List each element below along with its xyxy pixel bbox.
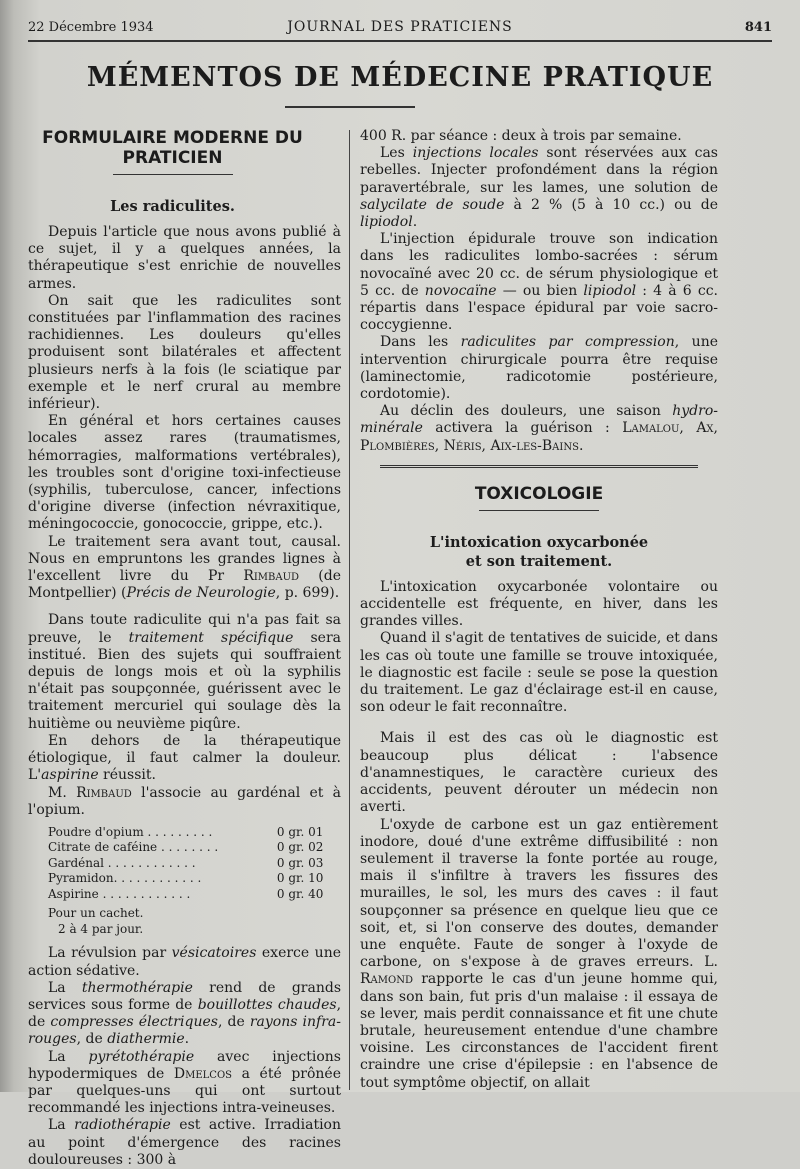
prescription-table (48, 825, 341, 903)
page-number: 841 (744, 20, 772, 35)
left-column (0, 128, 345, 1169)
section-rule (113, 174, 233, 175)
prescription-note: Pour un cachet. (48, 906, 144, 921)
prescription-row: Gardénal . . . . . . . . . . . . 0 gr. 03 (48, 855, 324, 870)
prescription-note: 2 à 4 par jour. (58, 921, 144, 936)
article-subtitle-line1: L'intoxication oxycarbonée (429, 533, 649, 551)
paragraph: Au déclin des douleurs, une saison hydro-minérale activera la guérison : Lamalou, Ax, Plombières, Néris, Aix-les-Bains. (360, 403, 719, 454)
paragraph: Les injections locales sont réservées aux cas rebelles. Injecter profondément dans la région paravertébrale, sur les lames, une solution de salycilate de soude à 2 % (5 à 10 cc.) ou de lipiodol. (360, 145, 718, 231)
right-column (360, 128, 800, 1092)
prescription-row: Citrate de caféine . . . . . . . . 0 gr. 02 (48, 840, 324, 855)
paragraph: En dehors de la thérapeutique étiologique, il faut calmer la douleur. L'aspirine réussit. (28, 732, 341, 784)
paragraph: La révulsion par vésicatoires exerce une action sédative. (28, 945, 341, 979)
paragraph: L'intoxication oxycarbonée volontaire ou accidentelle est fréquente, en hiver, dans les grandes villes. (360, 578, 718, 630)
paragraph: Mais il est des cas où le diagnostic est beaucoup plus délicat : l'absence d'anamnestiques, le caractère curieux des accidents, peuvent dérouter un médecin non averti. (360, 730, 718, 816)
section-title-toxicologie: TOXICOLOGIE (474, 483, 604, 504)
main-title: MÉMENTOS DE MÉDECINE PRATIQUE (86, 62, 714, 93)
prescription-row: Aspirine . . . . . . . . . . . . 0 gr. 40 (48, 886, 324, 901)
article-subtitle-radiculites: Les radiculites. (110, 198, 235, 215)
article-subtitle-line2: et son traitement. (465, 552, 613, 570)
title-rule (285, 106, 415, 108)
paragraph: Dans toute radiculite qui n'a pas fait sa preuve, le traitement spécifique sera institué. Bien des sujets qui souffraient depuis de longs mois et où la syphilis n'était pas soupçonnée, guérissent avec le traitement mercuriel qui soulage dès la huitième ou neuvième piqûre. (28, 612, 341, 732)
paragraph: Dans les radiculites par compression, une intervention chirurgicale pourra être requise (laminectomie, radicotomie postérieure, cordotomie). (360, 334, 718, 403)
section-rule (479, 510, 599, 511)
paragraph: Depuis l'article que nous avons publié à ce sujet, il y a quelques années, la thérapeutique s'est enrichie de nouvelles armes. (28, 224, 341, 292)
paragraph: L'oxyde de carbone est un gaz entièrement inodore, doué d'une extrême diffusibilité : non seulement il traverse la fonte portée au rouge, mais il s'infiltre à travers les fissures des murailles, le sol, les murs des caves : il faut soupçonner sa présence en quelque lieu que ce soit, et, si l'on conserve des doutes, demander une enquête. Faute de songer à l'oxyde de carbone, on s'expose à de graves erreurs. L. Ramond rapporte le cas d'un jeune homme qui, dans son bain, fut pris d'un malaise : il essaya de se lever, mais perdit connaissance et fit une chute brutale, heureusement entendue d'une chambre voisine. Les circonstances de l'accident firent craindre une crise d'épilepsie : en l'absence de tout symptôme objectif, on allait (360, 816, 718, 1091)
issue-date: 22 Décembre 1934 (28, 20, 154, 35)
paragraph: En général et hors certaines causes locales assez rares (traumatismes, hémorragies, malformations vertébrales), les troubles sont d'origine toxi-infectieuse (syphilis, tuberculose, cancer, infections d'origine diverse (infection névraxitique, méningococcie, gonococcie, grippe, etc.). (28, 413, 341, 533)
running-header (28, 18, 772, 42)
paragraph: M. Rimbaud l'associe au gardénal et à l'opium. (28, 784, 341, 818)
section-separator (380, 465, 698, 468)
paragraph: La thermothérapie rend de grands services sous forme de bouillottes chaudes, de compresses électriques, de rayons infra-rouges, de diathermie. (28, 979, 342, 1048)
paragraph: 400 R. par séance : deux à trois par semaine. (360, 128, 682, 144)
prescription-row: Poudre d'opium . . . . . . . . . 0 gr. 01 (48, 824, 324, 839)
paragraph: La pyrétothérapie avec injections hypodermiques de Dmelcos a été prônée par quelques-uns qui ont surtout recommandé les injections intra-veineuses. (28, 1048, 341, 1117)
journal-title: JOURNAL DES PRATICIENS (287, 19, 513, 35)
paragraph: L'injection épidurale trouve son indication dans les radiculites lombo-sacrées : sérum novocaïné avec 20 cc. de sérum physiologique et 5 cc. de novocaïne — ou bien lipiodol : 4 à 6 cc. répartis dans l'espace épidural par voie sacro-coccygienne. (360, 231, 718, 334)
paragraph: Le traitement sera avant tout, causal. Nous en empruntons les grandes lignes à l'excellent livre du Pr Rimbaud (de Montpellier) (Précis de Neurologie, p. 699). (28, 533, 341, 602)
paragraph: On sait que les radiculites sont constituées par l'inflammation des racines rachidiennes. Les douleurs qu'elles produisent sont bilatérales et affectent plusieurs nerfs à la fois (le sciatique par exemple et le nerf crural au membre inférieur). (28, 292, 341, 413)
paragraph: Quand il s'agit de tentatives de suicide, et dans les cas où toute une famille se trouve intoxiquée, le diagnostic est facile : seule se pose la question du traitement. Le gaz d'éclairage est-il en cause, son odeur le fait reconnaître. (360, 630, 718, 716)
prescription-row: Pyramidon. . . . . . . . . . . . 0 gr. 10 (48, 871, 324, 886)
section-title-formulaire: FORMULAIRE MODERNE DU PRATICIEN (42, 128, 303, 168)
column-divider (349, 130, 350, 1090)
paragraph: La radiothérapie est active. Irradiation au point d'émergence des racines douloureuses : 300 à (28, 1117, 341, 1168)
